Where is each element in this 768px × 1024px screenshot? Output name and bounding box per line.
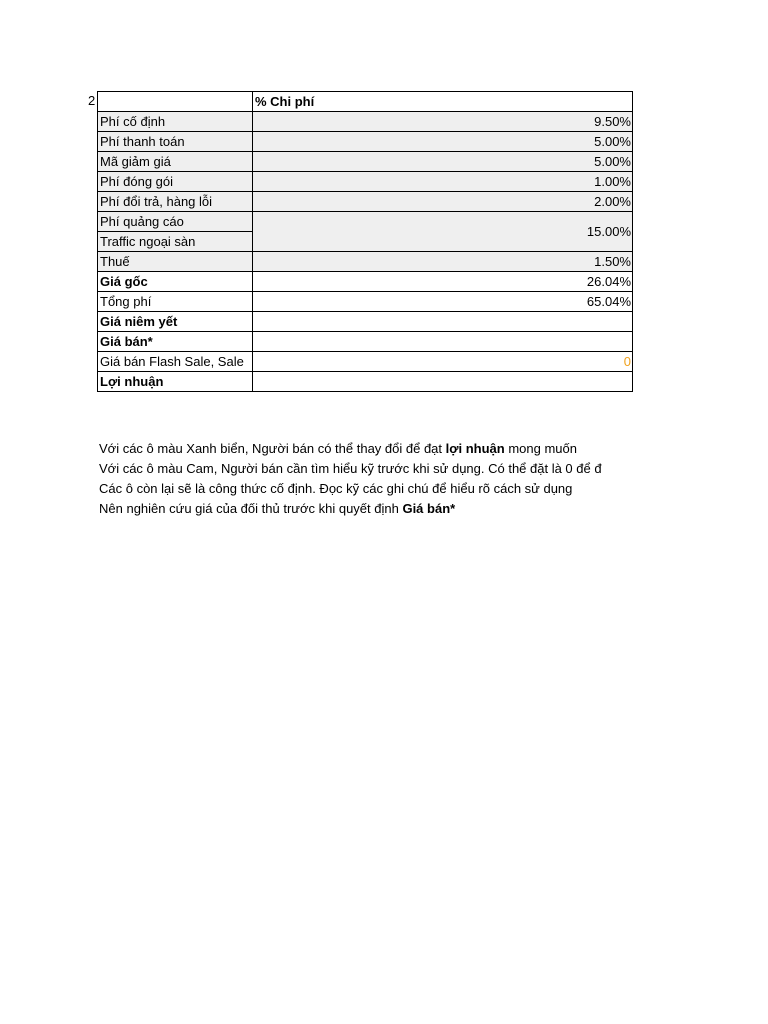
note-line-blue-bold: lợi nhuận: [445, 441, 505, 456]
external-traffic-label[interactable]: Traffic ngoại sàn: [98, 232, 253, 252]
profit-value[interactable]: [253, 372, 633, 392]
ads-traffic-value[interactable]: 15.00%: [253, 212, 633, 252]
note-line-competitor-text: Nên nghiên cứu giá của đối thủ trước khi quyết định: [99, 501, 403, 516]
table-row: [98, 172, 633, 192]
total-fee-value[interactable]: 65.04%: [253, 292, 633, 312]
tax-label[interactable]: Thuế: [98, 252, 253, 272]
table-row: [98, 132, 633, 152]
note-line-orange: Với các ô màu Cam, Người bán cần tìm hiểu kỹ trước khi sử dụng. Có thể đặt là 0 để đ: [99, 461, 602, 476]
table-row: [98, 212, 633, 232]
table-row: [98, 112, 633, 132]
payment-fee-value[interactable]: 5.00%: [253, 132, 633, 152]
cost-price-label[interactable]: Giá gốc: [98, 272, 253, 292]
table-row: [98, 372, 633, 392]
profit-label[interactable]: Lợi nhuận: [98, 372, 253, 392]
note-line-blue: [99, 439, 636, 459]
selling-price-value[interactable]: [253, 332, 633, 352]
ads-fee-label[interactable]: Phí quảng cáo: [98, 212, 253, 232]
listed-price-value[interactable]: [253, 312, 633, 332]
packaging-fee-label[interactable]: Phí đóng gói: [98, 172, 253, 192]
row-number-marker: 2: [88, 93, 96, 108]
flash-sale-price-value[interactable]: 0: [253, 352, 633, 372]
table-row: [98, 332, 633, 352]
selling-price-label[interactable]: Giá bán*: [98, 332, 253, 352]
payment-fee-label[interactable]: Phí thanh toán: [98, 132, 253, 152]
note-line-blue-tail: mong muốn: [504, 441, 577, 456]
tax-value[interactable]: 1.50%: [253, 252, 633, 272]
discount-code-label[interactable]: Mã giảm giá: [98, 152, 253, 172]
cost-table: [97, 91, 633, 392]
header-label-cell[interactable]: [98, 92, 253, 112]
table-row: [98, 252, 633, 272]
returns-fee-label[interactable]: Phí đổi trả, hàng lỗi: [98, 192, 253, 212]
header-cost-percent-cell[interactable]: % Chi phí: [253, 92, 633, 112]
flash-sale-price-label[interactable]: Giá bán Flash Sale, Sale: [98, 352, 253, 372]
table-row: [98, 312, 633, 332]
instruction-notes: [99, 439, 636, 519]
table-header-row: [98, 92, 633, 112]
cost-price-value[interactable]: 26.04%: [253, 272, 633, 292]
discount-code-value[interactable]: 5.00%: [253, 152, 633, 172]
note-line-blue-text: Với các ô màu Xanh biển, Người bán có thể thay đổi để đạt: [99, 441, 446, 456]
note-line-competitor-bold: Giá bán*: [402, 501, 456, 516]
total-fee-label[interactable]: Tổng phí: [98, 292, 253, 312]
fixed-fee-value[interactable]: 9.50%: [253, 112, 633, 132]
note-line-formula: Các ô còn lại sẽ là công thức cố định. Đọc kỹ các ghi chú để hiểu rõ cách sử dụng: [99, 481, 573, 496]
table-row: [98, 292, 633, 312]
note-line-competitor: [99, 499, 636, 519]
table-row: [98, 152, 633, 172]
listed-price-label[interactable]: Giá niêm yết: [98, 312, 253, 332]
packaging-fee-value[interactable]: 1.00%: [253, 172, 633, 192]
fixed-fee-label[interactable]: Phí cố định: [98, 112, 253, 132]
table-row: [98, 352, 633, 372]
returns-fee-value[interactable]: 2.00%: [253, 192, 633, 212]
table-row: [98, 192, 633, 212]
table-row: [98, 272, 633, 292]
